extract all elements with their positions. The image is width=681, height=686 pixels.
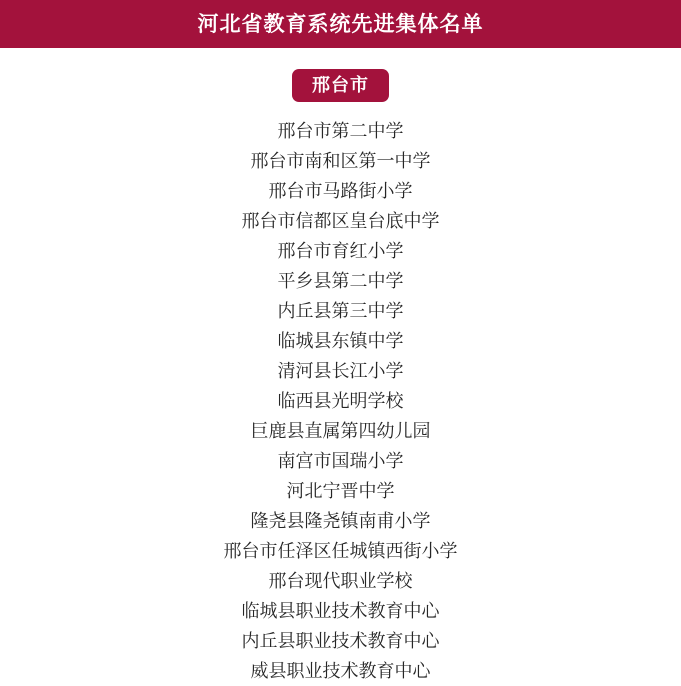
list-item: 河北宁晋中学 — [286, 481, 395, 501]
list-item: 临西县光明学校 — [277, 391, 404, 411]
list-item: 邢台现代职业学校 — [268, 571, 413, 591]
list-item: 南宫市国瑞小学 — [277, 451, 404, 471]
school-list — [0, 116, 681, 686]
city-badge: 邢台市 — [292, 69, 389, 102]
list-item: 威县职业技术教育中心 — [250, 661, 431, 681]
list-item: 临城县东镇中学 — [277, 331, 404, 351]
list-item: 邢台市第二中学 — [277, 121, 404, 141]
list-item: 巨鹿县直属第四幼儿园 — [250, 421, 431, 441]
list-item: 内丘县职业技术教育中心 — [241, 631, 440, 651]
list-item: 清河县长江小学 — [277, 361, 404, 381]
list-item: 邢台市马路街小学 — [268, 181, 413, 201]
list-item: 邢台市任泽区任城镇西街小学 — [223, 541, 458, 561]
list-item: 邢台市信都区皇台底中学 — [241, 211, 440, 231]
list-item: 平乡县第二中学 — [277, 271, 404, 291]
header-bar — [0, 0, 681, 48]
list-item: 临城县职业技术教育中心 — [241, 601, 440, 621]
city-badge-container — [0, 69, 681, 102]
list-item: 内丘县第三中学 — [277, 301, 404, 321]
list-item: 邢台市育红小学 — [277, 241, 404, 261]
list-item: 邢台市南和区第一中学 — [250, 151, 431, 171]
page-title: 河北省教育系统先进集体名单 — [197, 12, 484, 36]
list-item: 隆尧县隆尧镇南甫小学 — [250, 511, 431, 531]
